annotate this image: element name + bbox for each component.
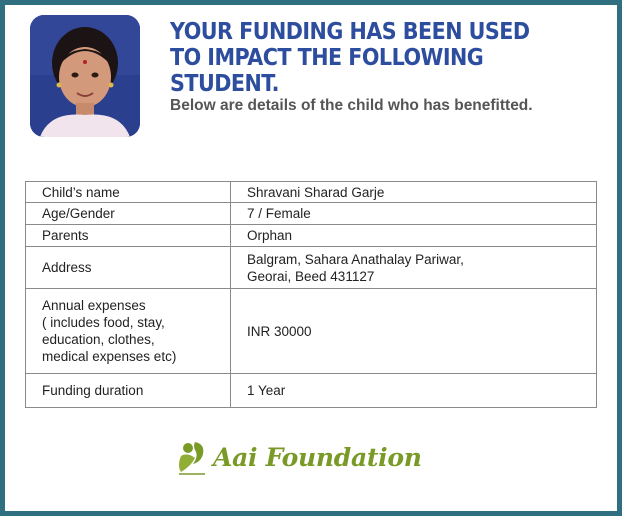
table-row <box>26 247 597 289</box>
table-row <box>26 374 597 408</box>
row-label: Funding duration <box>26 374 231 408</box>
table-row <box>26 203 597 225</box>
row-value: INR 30000 <box>231 289 597 374</box>
table-row <box>26 225 597 247</box>
row-value: Orphan <box>231 225 597 247</box>
address-line: Balgram, Sahara Anathalay Pariwar, <box>247 251 464 267</box>
label-line: medical expenses etc) <box>42 349 177 364</box>
student-photo <box>30 15 140 137</box>
table-row <box>26 182 597 203</box>
logo-text: Aai Foundation <box>213 442 422 472</box>
page-content <box>5 5 617 511</box>
row-label: Parents <box>26 225 231 247</box>
address-line: Georai, Beed 431127 <box>247 268 375 284</box>
row-value <box>231 247 597 289</box>
row-value: 7 / Female <box>231 203 597 225</box>
label-line: Annual expenses <box>42 298 146 313</box>
row-label: Address <box>26 247 231 289</box>
row-label <box>26 289 231 374</box>
aai-foundation-logo <box>175 437 422 477</box>
mother-child-icon <box>175 438 209 476</box>
table-row <box>26 289 597 374</box>
row-label: Child’s name <box>26 182 231 203</box>
row-value: 1 Year <box>231 374 597 408</box>
student-details-table <box>25 181 597 408</box>
subtitle: Below are details of the child who has benefitted. <box>170 97 533 114</box>
row-label: Age/Gender <box>26 203 231 225</box>
label-line: education, clothes, <box>42 332 155 347</box>
row-value: Shravani Sharad Garje <box>231 182 597 203</box>
headline: YOUR FUNDING HAS BEEN USED TO IMPACT THE FOLLOWING STUDENT. <box>170 19 530 97</box>
label-line: ( includes food, stay, <box>42 315 165 330</box>
